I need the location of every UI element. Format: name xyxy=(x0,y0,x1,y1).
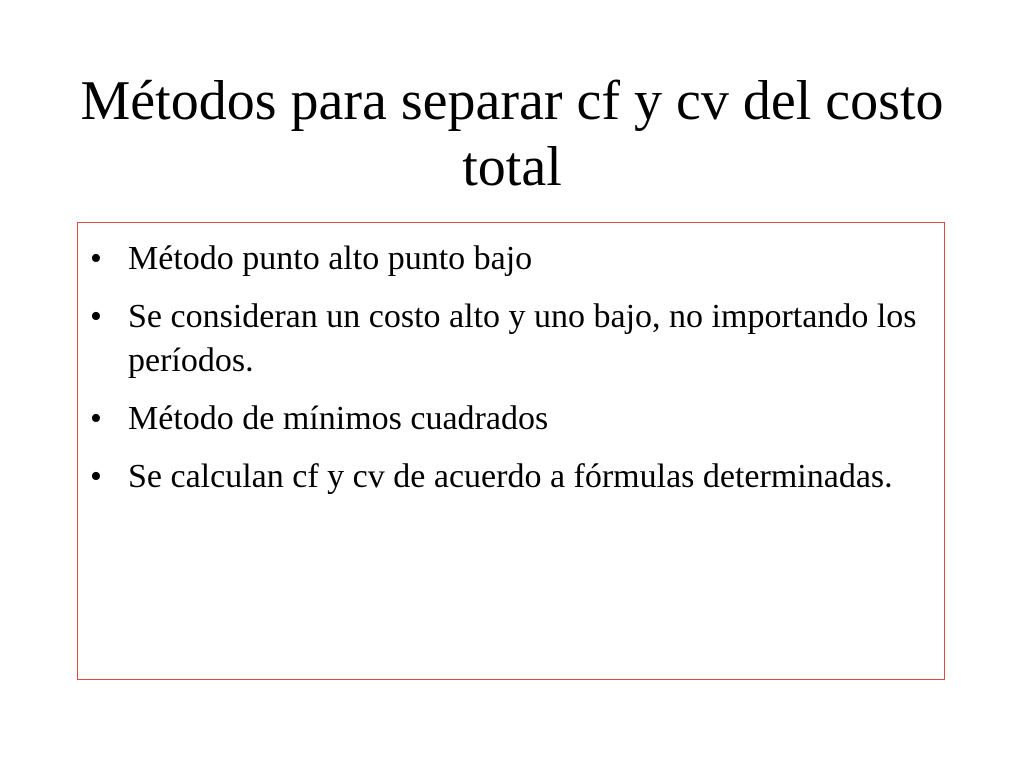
bullet-text: Método punto alto punto bajo xyxy=(128,240,533,277)
bullet-icon: • xyxy=(90,298,102,335)
bullet-text: Se calculan cf y cv de acuerdo a fórmulas determinadas. xyxy=(128,458,893,495)
bullet-icon: • xyxy=(90,400,102,437)
bullet-item xyxy=(88,455,928,499)
bullet-icon: • xyxy=(90,240,102,277)
bullet-icon: • xyxy=(90,458,102,495)
bullet-list xyxy=(88,237,928,513)
content-box xyxy=(77,222,945,680)
bullet-text: Método de mínimos cuadrados xyxy=(128,400,549,437)
bullet-item xyxy=(88,397,928,441)
slide-title: Métodos para separar cf y cv del costo total xyxy=(80,70,944,198)
bullet-item xyxy=(88,295,928,383)
bullet-text: Se consideran un costo alto y uno bajo, no importando los períodos. xyxy=(128,298,917,379)
bullet-item xyxy=(88,237,928,281)
